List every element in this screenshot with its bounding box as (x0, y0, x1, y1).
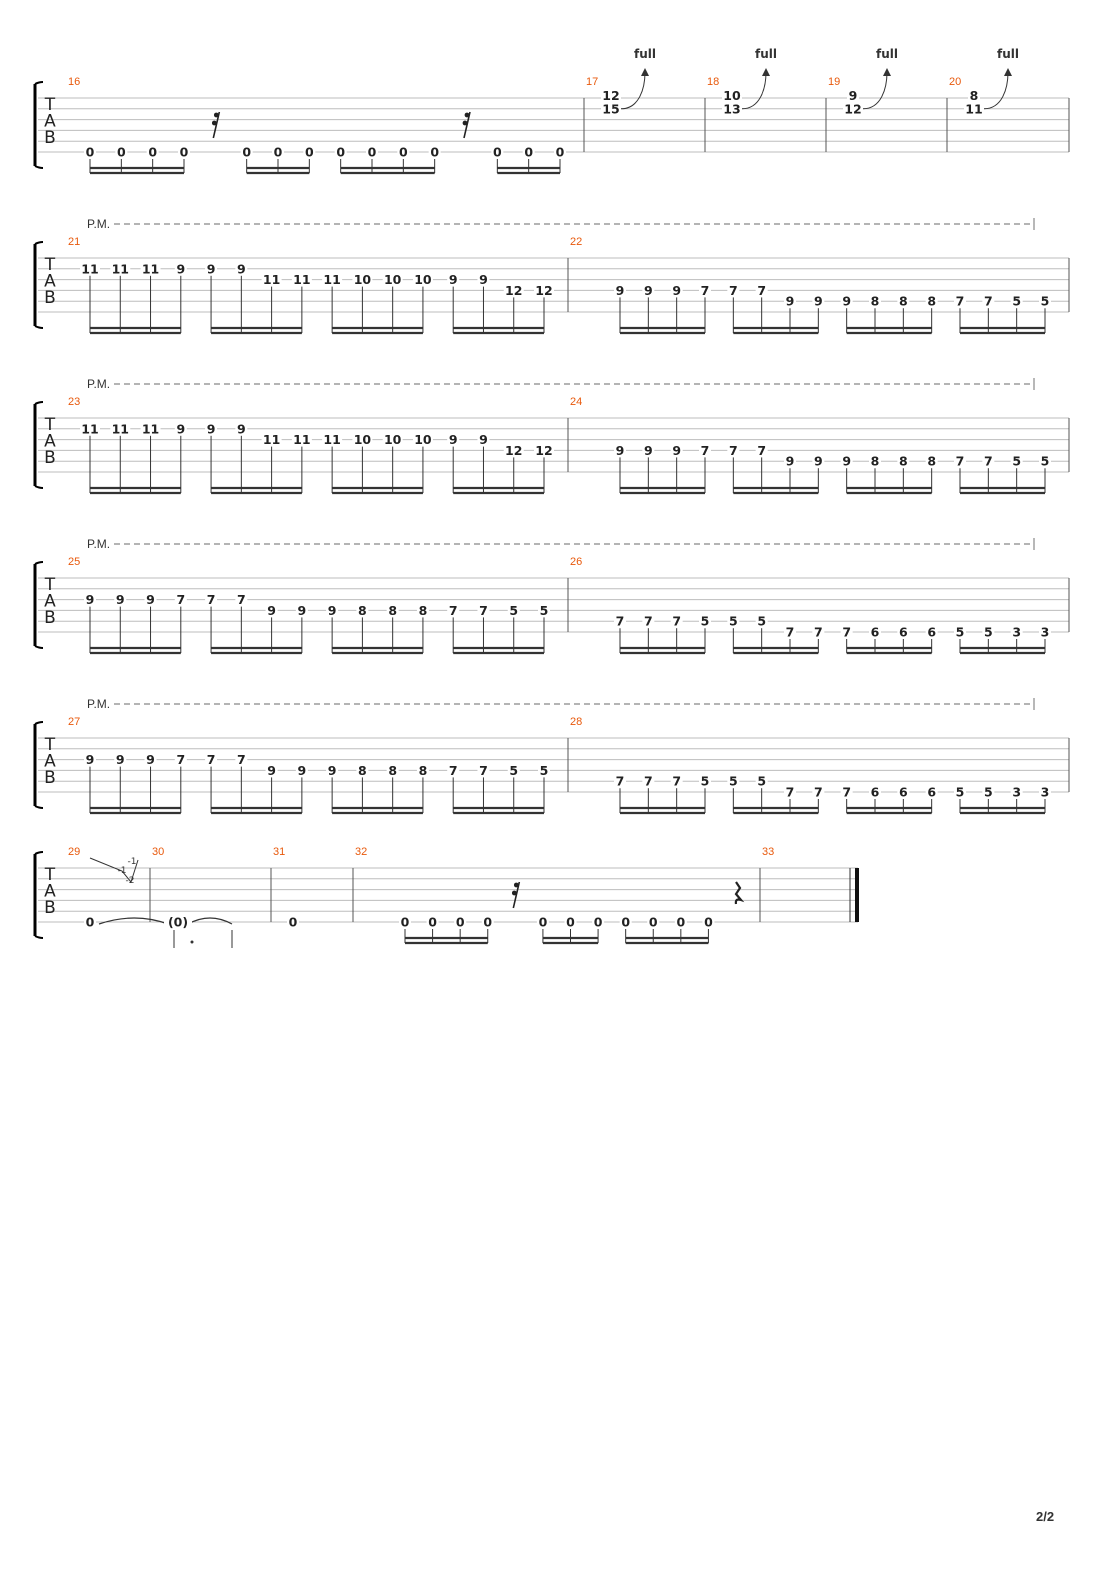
fret-number: 0 (492, 144, 502, 160)
fret-number: 0 (593, 914, 603, 930)
fret-number: 7 (206, 592, 216, 608)
fret-number: 0 (336, 144, 346, 160)
fret-number: 0 (483, 914, 493, 930)
fret-number: 5 (1040, 453, 1050, 469)
tab-clef-letter: B (44, 768, 56, 788)
fret-number: 9 (176, 421, 186, 437)
fret-number: 15 (602, 101, 620, 117)
tab-clef-letter: B (44, 288, 56, 308)
fret-number: 7 (448, 762, 458, 778)
tab-clef-letter: T (44, 735, 56, 755)
fret-number: 9 (615, 282, 625, 298)
measure-number: 19 (828, 76, 841, 88)
measure-number: 28 (570, 716, 583, 728)
tab-clef-letter: T (44, 255, 56, 275)
fret-number: 6 (898, 784, 908, 800)
fret-number: 11 (81, 261, 99, 277)
tie (188, 918, 232, 924)
fret-number: 7 (700, 442, 710, 458)
bend-label: full (997, 47, 1019, 61)
fret-number: 0 (85, 914, 95, 930)
measure-number: 16 (68, 76, 81, 88)
fret-number: 9 (267, 602, 276, 618)
fret-number: 9 (643, 442, 653, 458)
fret-number: 7 (206, 752, 216, 768)
fret-number: 7 (479, 762, 488, 778)
fret-number: 7 (785, 624, 795, 640)
fret-number: 9 (85, 592, 95, 608)
bend-label: full (755, 47, 777, 61)
fret-number: 7 (615, 613, 625, 629)
tie (99, 918, 168, 924)
fret-number: 5 (700, 613, 710, 629)
fret-number: 0 (566, 914, 575, 930)
fret-number: 7 (728, 442, 738, 458)
bend-arrowhead (641, 68, 649, 76)
fret-number: 12 (535, 442, 553, 458)
final-barline (855, 868, 859, 922)
measure-number: 24 (570, 396, 583, 408)
fret-number: 7 (236, 752, 246, 768)
fret-number: 12 (535, 282, 553, 298)
bend-label: full (876, 47, 898, 61)
fret-number: 7 (643, 613, 653, 629)
fret-number: 0 (676, 914, 686, 930)
fret-number: 0 (524, 144, 534, 160)
fret-number: 5 (539, 602, 549, 618)
fret-number: 9 (842, 453, 852, 469)
measure-number: 32 (355, 846, 368, 858)
fret-number: 8 (358, 602, 367, 618)
measure-number: 33 (762, 846, 775, 858)
fret-number: 8 (927, 453, 937, 469)
fret-number: 5 (1040, 293, 1050, 309)
fret-number: 5 (1012, 293, 1022, 309)
fret-number: 10 (353, 432, 372, 448)
fret-number: 5 (983, 784, 993, 800)
fret-number: 6 (870, 784, 880, 800)
tab-clef-letter: T (44, 95, 56, 115)
fret-number: 9 (146, 592, 155, 608)
palm-mute-label: P.M. (87, 217, 111, 231)
fret-number: 10 (353, 272, 372, 288)
tab-clef-letter: A (44, 431, 56, 452)
measure-number: 23 (68, 396, 81, 408)
bend-label: full (634, 47, 656, 61)
fret-number: 7 (672, 613, 682, 629)
fret-number: 11 (293, 432, 311, 448)
fret-number: 9 (643, 282, 653, 298)
fret-number: 7 (842, 784, 852, 800)
page-number: 2/2 (1036, 1509, 1055, 1524)
palm-mute-label: P.M. (87, 377, 111, 391)
fret-number: (0) (167, 914, 189, 930)
fret-number: 5 (728, 773, 738, 789)
fret-number: 0 (85, 144, 95, 160)
measure-number: 18 (707, 76, 720, 88)
fret-number: 9 (672, 442, 682, 458)
fret-number: 9 (267, 762, 276, 778)
bend-arrowhead (883, 68, 891, 76)
fret-number: 8 (898, 453, 908, 469)
fret-number: 11 (262, 432, 281, 448)
fret-number: 9 (615, 442, 625, 458)
fret-number: 6 (870, 624, 880, 640)
fret-number: 5 (757, 613, 767, 629)
fret-number: 9 (785, 453, 795, 469)
measure-number: 31 (273, 846, 286, 858)
fret-number: 5 (728, 613, 738, 629)
fret-number: 6 (898, 624, 908, 640)
fret-number: 7 (236, 592, 246, 608)
fret-number: 0 (621, 914, 631, 930)
fret-number: 11 (323, 432, 341, 448)
rest-dot (465, 113, 470, 118)
rest-dot (214, 113, 219, 118)
fret-number: 5 (509, 762, 519, 778)
fret-number: 10 (723, 88, 741, 104)
measure-number: 17 (586, 76, 599, 88)
fret-number: 8 (870, 293, 880, 309)
fret-number: 8 (870, 453, 880, 469)
bend-curve (742, 72, 766, 109)
fret-number: 7 (955, 453, 965, 469)
fret-number: 9 (297, 762, 307, 778)
tab-clef-letter: A (44, 111, 56, 132)
fret-number: 3 (1012, 624, 1022, 640)
fret-number: 7 (479, 602, 488, 618)
fret-number: 11 (965, 101, 983, 117)
fret-number: 9 (206, 421, 216, 437)
fret-number: 9 (327, 602, 337, 618)
bend-curve (621, 72, 645, 109)
fret-number: 0 (538, 914, 548, 930)
fret-number: 7 (955, 293, 965, 309)
fret-number: 10 (383, 432, 402, 448)
fret-number: 7 (728, 282, 738, 298)
measure-number: 29 (68, 846, 81, 858)
fret-number: 7 (757, 282, 767, 298)
fret-number: 0 (148, 144, 158, 160)
fret-number: 6 (927, 624, 937, 640)
fret-number: 0 (648, 914, 658, 930)
fret-number: 8 (898, 293, 908, 309)
fret-number: 7 (842, 624, 852, 640)
fret-number: 5 (757, 773, 767, 789)
fret-number: 5 (539, 762, 549, 778)
bend-curve (863, 72, 887, 109)
fret-number: 8 (358, 762, 367, 778)
fret-number: 9 (115, 752, 125, 768)
fret-number: 11 (81, 421, 99, 437)
fret-number: 0 (242, 144, 252, 160)
bend-curve (984, 72, 1008, 109)
tab-clef-letter: A (44, 271, 56, 292)
whammy-value: -1 (117, 866, 127, 876)
fret-number: 9 (672, 282, 682, 298)
fret-number: 5 (983, 624, 993, 640)
fret-number: 12 (505, 442, 523, 458)
fret-number: 9 (146, 752, 155, 768)
fret-number: 9 (479, 272, 488, 288)
tab-clef-letter: T (44, 415, 56, 435)
fret-number: 8 (418, 602, 428, 618)
fret-number: 7 (785, 784, 795, 800)
fret-number: 7 (700, 282, 710, 298)
measure-number: 21 (68, 236, 81, 248)
tab-clef-letter: B (44, 898, 56, 918)
measure-number: 22 (570, 236, 583, 248)
fret-number: 11 (262, 272, 281, 288)
fret-number: 10 (414, 272, 432, 288)
fret-number: 9 (842, 293, 852, 309)
fret-number: 0 (555, 144, 565, 160)
fret-number: 7 (176, 592, 186, 608)
fret-number: 8 (388, 602, 398, 618)
rest-dot (212, 121, 217, 126)
measure-number: 27 (68, 716, 81, 728)
fret-number: 9 (206, 261, 216, 277)
fret-number: 0 (428, 914, 437, 930)
fret-number: 9 (448, 272, 458, 288)
fret-number: 12 (602, 88, 620, 104)
fret-number: 7 (757, 442, 767, 458)
tab-clef-letter: B (44, 608, 56, 628)
fret-number: 5 (1012, 453, 1022, 469)
fret-number: 9 (297, 602, 307, 618)
fret-number: 7 (672, 773, 682, 789)
fret-number: 12 (505, 282, 523, 298)
dot (191, 941, 194, 944)
tab-clef-letter: T (44, 575, 56, 595)
fret-number: 9 (848, 88, 858, 104)
tab-clef-letter: A (44, 881, 56, 902)
fret-number: 0 (367, 144, 377, 160)
fret-number: 5 (509, 602, 519, 618)
palm-mute-label: P.M. (87, 537, 111, 551)
fret-number: 0 (398, 144, 408, 160)
fret-number: 7 (983, 293, 993, 309)
palm-mute-label: P.M. (87, 697, 111, 711)
fret-number: 7 (643, 773, 653, 789)
measure-number: 26 (570, 556, 583, 568)
fret-number: 5 (700, 773, 710, 789)
fret-number: 3 (1040, 624, 1050, 640)
fret-number: 9 (327, 762, 337, 778)
fret-number: 9 (448, 432, 458, 448)
fret-number: 12 (844, 101, 862, 117)
fret-number: 11 (141, 421, 160, 437)
fret-number: 13 (723, 101, 741, 117)
tab-clef-letter: A (44, 751, 56, 772)
fret-number: 0 (455, 914, 465, 930)
fret-number: 7 (615, 773, 625, 789)
fret-number: 9 (479, 432, 488, 448)
fret-number: 9 (85, 752, 95, 768)
measure-number: 30 (152, 846, 165, 858)
fret-number: 5 (955, 624, 965, 640)
rest-dot (512, 891, 517, 896)
rest-dot (463, 121, 468, 126)
fret-number: 9 (236, 261, 246, 277)
fret-number: 0 (288, 914, 298, 930)
bend-arrowhead (1004, 68, 1012, 76)
fret-number: 8 (388, 762, 398, 778)
fret-number: 6 (927, 784, 937, 800)
fret-number: 11 (111, 421, 129, 437)
fret-number: 7 (813, 624, 823, 640)
measure-number: 25 (68, 556, 81, 568)
fret-number: 7 (813, 784, 823, 800)
fret-number: 0 (704, 914, 713, 930)
fret-number: 8 (418, 762, 428, 778)
tab-clef-letter: B (44, 448, 56, 468)
fret-number: 9 (813, 293, 823, 309)
whammy-value: -2 (125, 876, 135, 886)
fret-number: 0 (273, 144, 283, 160)
fret-number: 10 (414, 432, 432, 448)
fret-number: 9 (813, 453, 823, 469)
fret-number: 11 (293, 272, 311, 288)
fret-number: 10 (383, 272, 402, 288)
fret-number: 11 (323, 272, 341, 288)
fret-number: 7 (983, 453, 993, 469)
fret-number: 3 (1040, 784, 1050, 800)
bend-arrowhead (762, 68, 770, 76)
fret-number: 7 (176, 752, 186, 768)
fret-number: 0 (179, 144, 189, 160)
fret-number: 0 (304, 144, 314, 160)
fret-number: 0 (430, 144, 440, 160)
tab-clef-letter: B (44, 128, 56, 148)
fret-number: 5 (955, 784, 965, 800)
fret-number: 3 (1012, 784, 1022, 800)
fret-number: 0 (400, 914, 410, 930)
fret-number: 11 (141, 261, 160, 277)
whammy-value: -1 (127, 857, 137, 867)
fret-number: 7 (448, 602, 458, 618)
rest-dot (514, 883, 519, 888)
tab-clef-letter: T (44, 865, 56, 885)
fret-number: 11 (111, 261, 129, 277)
fret-number: 9 (115, 592, 125, 608)
fret-number: 9 (785, 293, 795, 309)
fret-number: 9 (176, 261, 186, 277)
measure-number: 20 (949, 76, 962, 88)
fret-number: 0 (116, 144, 126, 160)
tab-clef-letter: A (44, 591, 56, 612)
fret-number: 8 (969, 88, 979, 104)
fret-number: 8 (927, 293, 937, 309)
fret-number: 9 (236, 421, 246, 437)
